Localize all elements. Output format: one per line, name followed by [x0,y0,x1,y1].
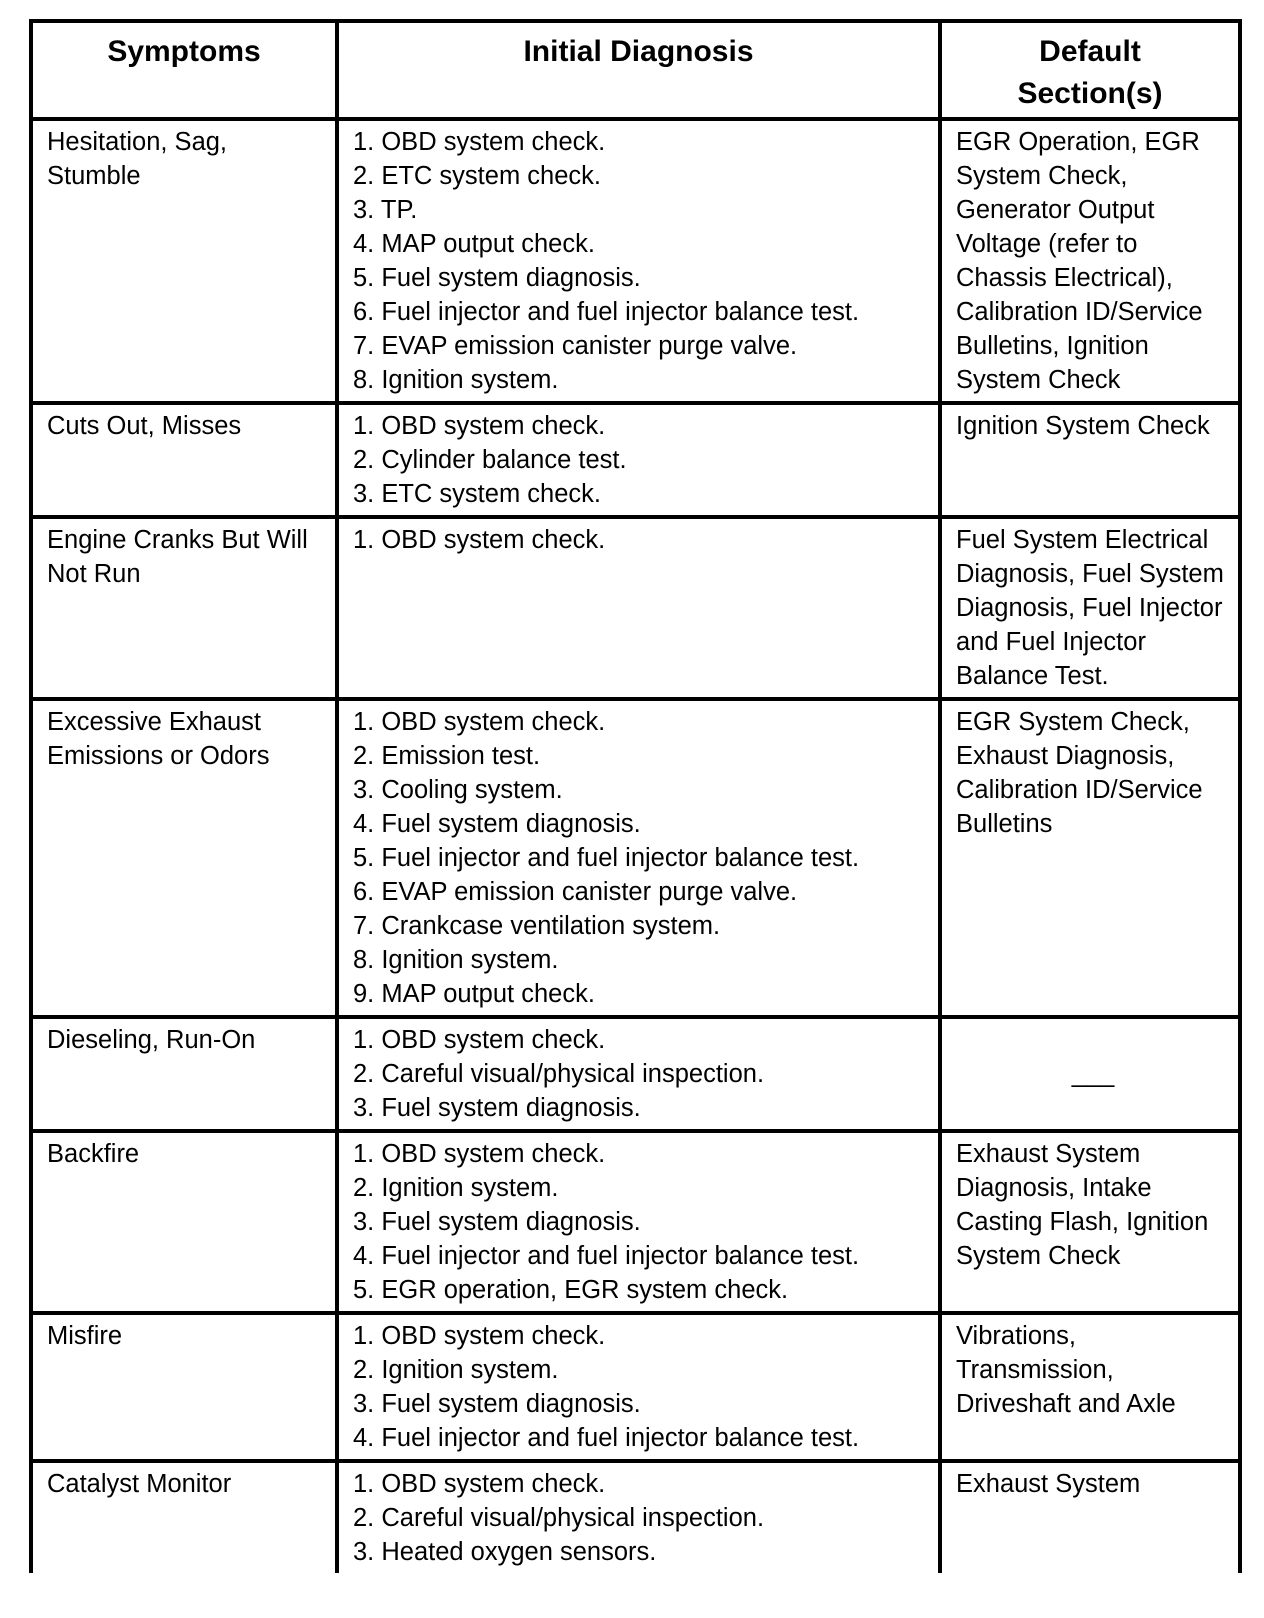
header-symptoms: Symptoms [31,21,337,119]
diagnosis-steps-list [353,523,930,557]
symptom-diagnosis-table [29,19,1242,1573]
diagnosis-cell [337,1313,940,1461]
symptom-cell: Misfire [31,1313,337,1461]
diagnosis-step: 2. Emission test. [353,742,541,770]
default-sections-cell: Ignition System Check [940,403,1240,517]
diagnosis-steps-list [353,1023,930,1125]
diagnosis-step: 5. EGR operation, EGR system check. [353,1276,789,1304]
default-sections-cell: ___ [940,1017,1240,1131]
table-body [31,119,1240,1573]
diagnosis-step: 2. Careful visual/physical inspection. [353,1060,765,1088]
diagnosis-cell [337,1131,940,1313]
diagnosis-step: 1. OBD system check. [353,1322,606,1350]
default-sections-cell: Vibrations, Transmission, Driveshaft and Axle [940,1313,1240,1461]
diagnosis-step: 7. Crankcase ventilation system. [353,912,721,940]
diagnosis-step: 1. OBD system check. [353,1140,606,1168]
symptom-cell: Engine Cranks But Will Not Run [31,517,337,699]
diagnosis-step: 3. TP. [353,196,418,224]
diagnosis-step: 9. MAP output check. [353,980,595,1008]
symptom-cell: Cuts Out, Misses [31,403,337,517]
diagnosis-steps-list [353,125,930,397]
diagnosis-step: 2. ETC system check. [353,162,601,190]
diagnosis-step: 3. Fuel system diagnosis. [353,1208,641,1236]
symptom-cell: Excessive Exhaust Emissions or Odors [31,699,337,1017]
diagnosis-steps-list [353,1319,930,1455]
header-initial-diagnosis: Initial Diagnosis [337,21,940,119]
table-row [31,699,1240,1017]
symptom-cell: Dieseling, Run-On [31,1017,337,1131]
diagnosis-step: 4. MAP output check. [353,230,595,258]
diagnosis-step: 4. Fuel injector and fuel injector balance test. [353,1424,860,1452]
diagnosis-cell [337,1017,940,1131]
diagnosis-step: 3. Heated oxygen sensors. [353,1538,657,1566]
default-sections-cell: Exhaust System [940,1461,1240,1573]
diagnosis-step: 3. Cooling system. [353,776,563,804]
diagnosis-step: 1. OBD system check. [353,128,606,156]
default-sections-cell: EGR Operation, EGR System Check, Generator Output Voltage (refer to Chassis Electrical), Calibration ID/Service Bulletins, Ignition System Check [940,119,1240,403]
table-header-row [31,21,1240,119]
diagnosis-step: 3. ETC system check. [353,480,601,508]
diagnosis-step: 3. Fuel system diagnosis. [353,1390,641,1418]
default-sections-cell: Exhaust System Diagnosis, Intake Casting Flash, Ignition System Check [940,1131,1240,1313]
diagnosis-step: 6. EVAP emission canister purge valve. [353,878,798,906]
diagnosis-step: 1. OBD system check. [353,1470,606,1498]
diagnosis-step: 1. OBD system check. [353,1026,606,1054]
diagnosis-step: 7. EVAP emission canister purge valve. [353,332,798,360]
diagnosis-step: 2. Ignition system. [353,1174,559,1202]
diagnosis-step: 5. Fuel injector and fuel injector balance test. [353,844,860,872]
diagnosis-step: 2. Cylinder balance test. [353,446,627,474]
diagnosis-step: 4. Fuel injector and fuel injector balance test. [353,1242,860,1270]
symptom-cell: Catalyst Monitor [31,1461,337,1573]
diagnosis-steps-list [353,409,930,511]
header-default-sections [940,21,1240,119]
table-row [31,1017,1240,1131]
diagnosis-cell [337,517,940,699]
diagnosis-step: 5. Fuel system diagnosis. [353,264,641,292]
diagnosis-step: 3. Fuel system diagnosis. [353,1094,641,1122]
diagnosis-step: 8. Ignition system. [353,366,559,394]
symptom-cell: Hesitation, Sag, Stumble [31,119,337,403]
diagnosis-step: 1. OBD system check. [353,526,606,554]
table-row [31,119,1240,403]
table-row [31,403,1240,517]
diagnosis-step: 1. OBD system check. [353,412,606,440]
default-sections-cell: Fuel System Electrical Diagnosis, Fuel System Diagnosis, Fuel Injector and Fuel Injector Balance Test. [940,517,1240,699]
diagnosis-step: 2. Careful visual/physical inspection. [353,1504,765,1532]
diagnosis-steps-list [353,1137,930,1307]
diagnosis-steps-list [353,1467,930,1569]
table-row [31,517,1240,699]
diagnosis-cell [337,403,940,517]
header-default-sections-line1: Default [1039,35,1141,68]
table-row [31,1313,1240,1461]
diagnosis-step: 8. Ignition system. [353,946,559,974]
header-default-sections-line2: Section(s) [1017,77,1163,110]
diagnosis-step: 4. Fuel system diagnosis. [353,810,641,838]
diagnosis-cell [337,119,940,403]
diagnosis-cell [337,699,940,1017]
diagnosis-steps-list [353,705,930,1011]
diagnosis-step: 6. Fuel injector and fuel injector balance test. [353,298,860,326]
default-sections-cell: EGR System Check, Exhaust Diagnosis, Calibration ID/Service Bulletins [940,699,1240,1017]
diagnosis-cell [337,1461,940,1573]
table-row [31,1131,1240,1313]
diagnosis-step: 2. Ignition system. [353,1356,559,1384]
diagnosis-step: 1. OBD system check. [353,708,606,736]
symptom-cell: Backfire [31,1131,337,1313]
table-row [31,1461,1240,1573]
